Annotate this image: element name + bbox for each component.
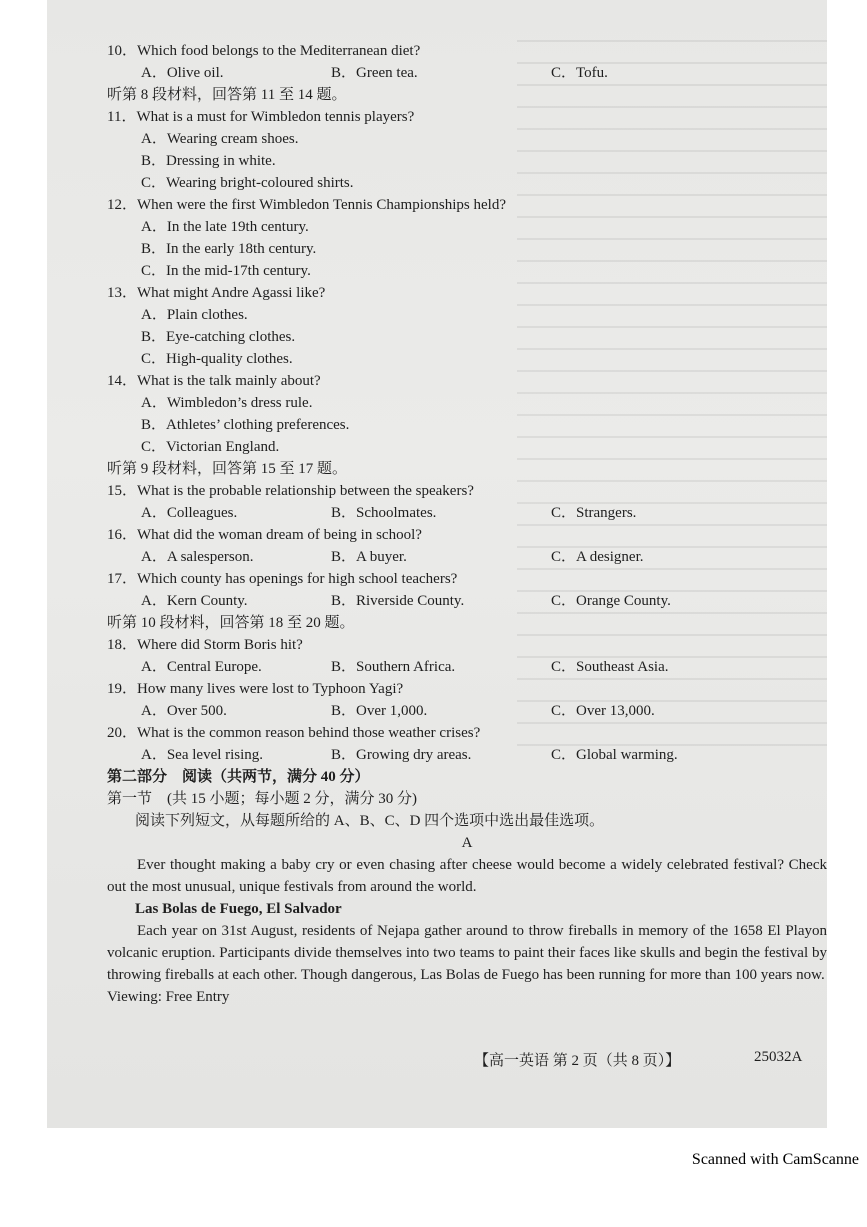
page-number-label: 【高一英语 第 2 页（共 8 页）】 bbox=[474, 1053, 681, 1069]
answer-option: C．Southeast Asia. bbox=[551, 659, 669, 675]
answer-option: B．Green tea. bbox=[331, 65, 418, 81]
question-stem: 16．What did the woman dream of being in school? bbox=[107, 527, 422, 543]
answer-option: A．In the late 19th century. bbox=[141, 219, 309, 235]
passage-intro: Ever thought making a baby cry or even chasing after cheese would become a widely celebrated festival? Check out the most unusual, unique festivals from around the world. bbox=[107, 857, 827, 895]
option-row bbox=[107, 62, 827, 84]
option-row bbox=[107, 656, 827, 678]
answer-option: C．A designer. bbox=[551, 549, 644, 565]
answer-option: B．Schoolmates. bbox=[331, 505, 437, 521]
festival-body: Each year on 31st August, residents of Nejapa gather around to throw fireballs in memory of the 1658 El Playon volcanic eruption. Participants divide themselves into two teams to paint their faces like skulls and begin the festival by throwing fireballs at each other. Though dangerous, Las Bolas de Fuego has been running for more than 100 years now. bbox=[107, 923, 827, 983]
answer-option: B．Athletes’ clothing preferences. bbox=[141, 417, 350, 433]
answer-option: A．A salesperson. bbox=[141, 549, 254, 565]
answer-option: C．Wearing bright-coloured shirts. bbox=[141, 175, 354, 191]
option-row bbox=[107, 546, 827, 568]
question-stem: 19．How many lives were lost to Typhoon Yagi? bbox=[107, 681, 404, 697]
answer-option: C．Victorian England. bbox=[141, 439, 280, 455]
scanner-watermark: Scanned with CamScanne bbox=[691, 1151, 859, 1168]
viewing-info: Viewing: Free Entry bbox=[107, 989, 230, 1005]
subsection-heading: 第一节 (共 15 小题；每小题 2 分，满分 30 分) bbox=[107, 791, 417, 807]
option-row bbox=[107, 502, 827, 524]
answer-option: A．Over 500. bbox=[141, 703, 227, 719]
option-row bbox=[107, 590, 827, 612]
question-stem: 15．What is the probable relationship between the speakers? bbox=[107, 483, 474, 499]
question-stem: 12．When were the first Wimbledon Tennis Championships held? bbox=[107, 197, 506, 213]
answer-option: C．Orange County. bbox=[551, 593, 671, 609]
question-stem: 17．Which county has openings for high school teachers? bbox=[107, 571, 458, 587]
festival-title: Las Bolas de Fuego, El Salvador bbox=[135, 901, 342, 917]
answer-option: A．Sea level rising. bbox=[141, 747, 264, 763]
answer-option: A．Wimbledon’s dress rule. bbox=[141, 395, 313, 411]
scanned-page bbox=[47, 0, 827, 1128]
answer-option: B．Over 1,000. bbox=[331, 703, 428, 719]
reading-instruction: 阅读下列短文，从每题所给的 A、B、C、D 四个选项中选出最佳选项。 bbox=[135, 813, 605, 829]
answer-option: A．Olive oil. bbox=[141, 65, 224, 81]
question-stem: 13．What might Andre Agassi like? bbox=[107, 285, 326, 301]
passage-label: A bbox=[461, 835, 473, 851]
exam-code: 25032A bbox=[754, 1049, 803, 1065]
answer-option: C．In the mid-17th century. bbox=[141, 263, 311, 279]
question-stem: 18．Where did Storm Boris hit? bbox=[107, 637, 303, 653]
answer-option: C．Strangers. bbox=[551, 505, 637, 521]
answer-option: C．Tofu. bbox=[551, 65, 608, 81]
question-stem: 14．What is the talk mainly about? bbox=[107, 373, 321, 389]
answer-option: A．Wearing cream shoes. bbox=[141, 131, 299, 147]
section-header-8: 听第 8 段材料，回答第 11 至 14 题。 bbox=[107, 87, 347, 103]
part-two-heading: 第二部分 阅读（共两节，满分 40 分） bbox=[107, 769, 370, 785]
answer-option: A．Central Europe. bbox=[141, 659, 262, 675]
answer-option: B．Southern Africa. bbox=[331, 659, 456, 675]
answer-option: A．Colleagues. bbox=[141, 505, 238, 521]
answer-option: B．Riverside County. bbox=[331, 593, 465, 609]
answer-option: B．Eye-catching clothes. bbox=[141, 329, 296, 345]
exam-content bbox=[107, 40, 827, 1008]
answer-option: C．High-quality clothes. bbox=[141, 351, 293, 367]
question-stem: 10．Which food belongs to the Mediterranean diet? bbox=[107, 43, 421, 59]
answer-option: B．In the early 18th century. bbox=[141, 241, 317, 257]
answer-option: B．Dressing in white. bbox=[141, 153, 276, 169]
option-row bbox=[107, 700, 827, 722]
answer-option: C．Over 13,000. bbox=[551, 703, 655, 719]
section-header-10: 听第 10 段材料，回答第 18 至 20 题。 bbox=[107, 615, 355, 631]
answer-option: A．Kern County. bbox=[141, 593, 248, 609]
answer-option: A．Plain clothes. bbox=[141, 307, 248, 323]
question-stem: 20．What is the common reason behind those weather crises? bbox=[107, 725, 481, 741]
section-header-9: 听第 9 段材料，回答第 15 至 17 题。 bbox=[107, 461, 348, 477]
answer-option: B．Growing dry areas. bbox=[331, 747, 472, 763]
question-stem: 11．What is a must for Wimbledon tennis players? bbox=[107, 109, 415, 125]
option-row bbox=[107, 744, 827, 766]
answer-option: B．A buyer. bbox=[331, 549, 407, 565]
answer-option: C．Global warming. bbox=[551, 747, 678, 763]
